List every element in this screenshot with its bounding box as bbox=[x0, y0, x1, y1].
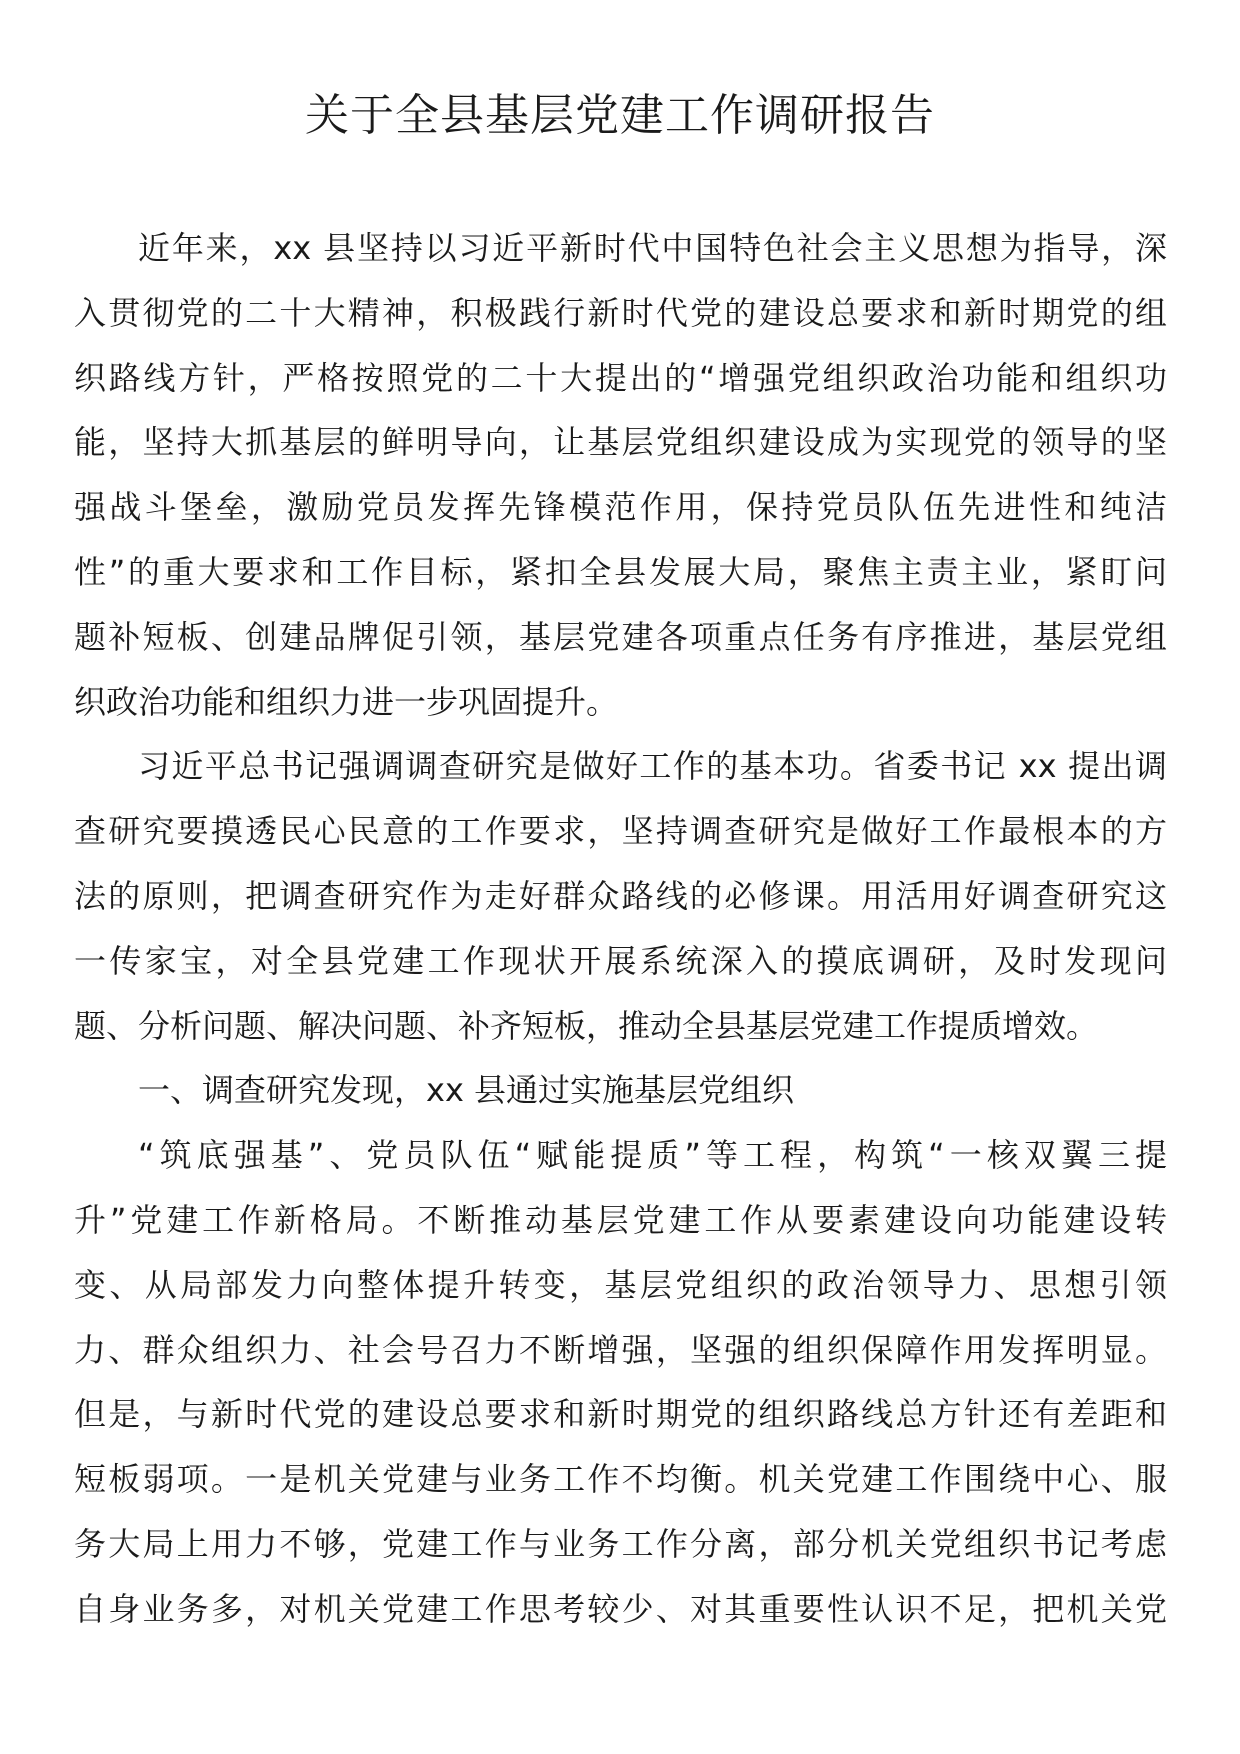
paragraph-line: 性”的重大要求和工作目标，紧扣全县发展大局，聚焦主责主业，紧盯问 bbox=[74, 552, 1167, 591]
paragraph-line: 查研究要摸透民心民意的工作要求，坚持调查研究是做好工作最根本的方 bbox=[74, 812, 1167, 851]
paragraph-findings bbox=[74, 1123, 1167, 1641]
paragraph-line: 织路线方针，严格按照党的二十大提出的“增强党组织政治功能和组织功 bbox=[74, 358, 1167, 397]
paragraph-line: 但是，与新时代党的建设总要求和新时期党的组织路线总方针还有差距和 bbox=[74, 1395, 1167, 1434]
section-heading: 一、调查研究发现，xx 县通过实施基层党组织 bbox=[138, 1071, 795, 1110]
paragraph-research bbox=[74, 734, 1167, 1058]
paragraph-line: 升”党建工作新格局。不断推动基层党建工作从要素建设向功能建设转 bbox=[74, 1200, 1167, 1239]
paragraph-line: 近年来，xx 县坚持以习近平新时代中国特色社会主义思想为指导，深 bbox=[138, 229, 1167, 267]
paragraph-line: 短板弱项。一是机关党建与业务工作不均衡。机关党建工作围绕中心、服 bbox=[74, 1460, 1167, 1499]
paragraph-line: 能，坚持大抓基层的鲜明导向，让基层党组织建设成为实现党的领导的坚 bbox=[74, 423, 1167, 462]
paragraph-line: 习近平总书记强调调查研究是做好工作的基本功。省委书记 xx 提出调 bbox=[138, 747, 1167, 786]
paragraph-intro bbox=[74, 216, 1167, 734]
paragraph-line: 一传家宝，对全县党建工作现状开展系统深入的摸底调研，及时发现问 bbox=[74, 941, 1167, 980]
paragraph-line: “筑底强基”、党员队伍“赋能提质”等工程，构筑“一核双翼三提 bbox=[138, 1136, 1167, 1175]
document-title: 关于全县基层党建工作调研报告 bbox=[305, 90, 935, 141]
paragraph-line: 法的原则，把调查研究作为走好群众路线的必修课。用活用好调查研究这 bbox=[74, 876, 1167, 915]
paragraph-line: 变、从局部发力向整体提升转变，基层党组织的政治领导力、思想引领 bbox=[74, 1265, 1167, 1304]
paragraph-line: 自身业务多，对机关党建工作思考较少、对其重要性认识不足，把机关党 bbox=[74, 1589, 1167, 1628]
paragraph-line: 入贯彻党的二十大精神，积极践行新时代党的建设总要求和新时期党的组 bbox=[74, 293, 1167, 332]
paragraph-line: 题补短板、创建品牌促引领，基层党建各项重点任务有序推进，基层党组 bbox=[74, 617, 1167, 656]
document-body bbox=[74, 216, 1167, 1642]
paragraph-line: 力、群众组织力、社会号召力不断增强，坚强的组织保障作用发挥明显。 bbox=[74, 1330, 1167, 1369]
paragraph-line: 强战斗堡垒，激励党员发挥先锋模范作用，保持党员队伍先进性和纯洁 bbox=[74, 488, 1167, 527]
paragraph-line: 织政治功能和组织力进一步巩固提升。 bbox=[74, 682, 619, 721]
paragraph-line: 题、分析问题、解决问题、补齐短板，推动全县基层党建工作提质增效。 bbox=[74, 1006, 1099, 1045]
paragraph-line: 务大局上用力不够，党建工作与业务工作分离，部分机关党组织书记考虑 bbox=[74, 1524, 1167, 1563]
